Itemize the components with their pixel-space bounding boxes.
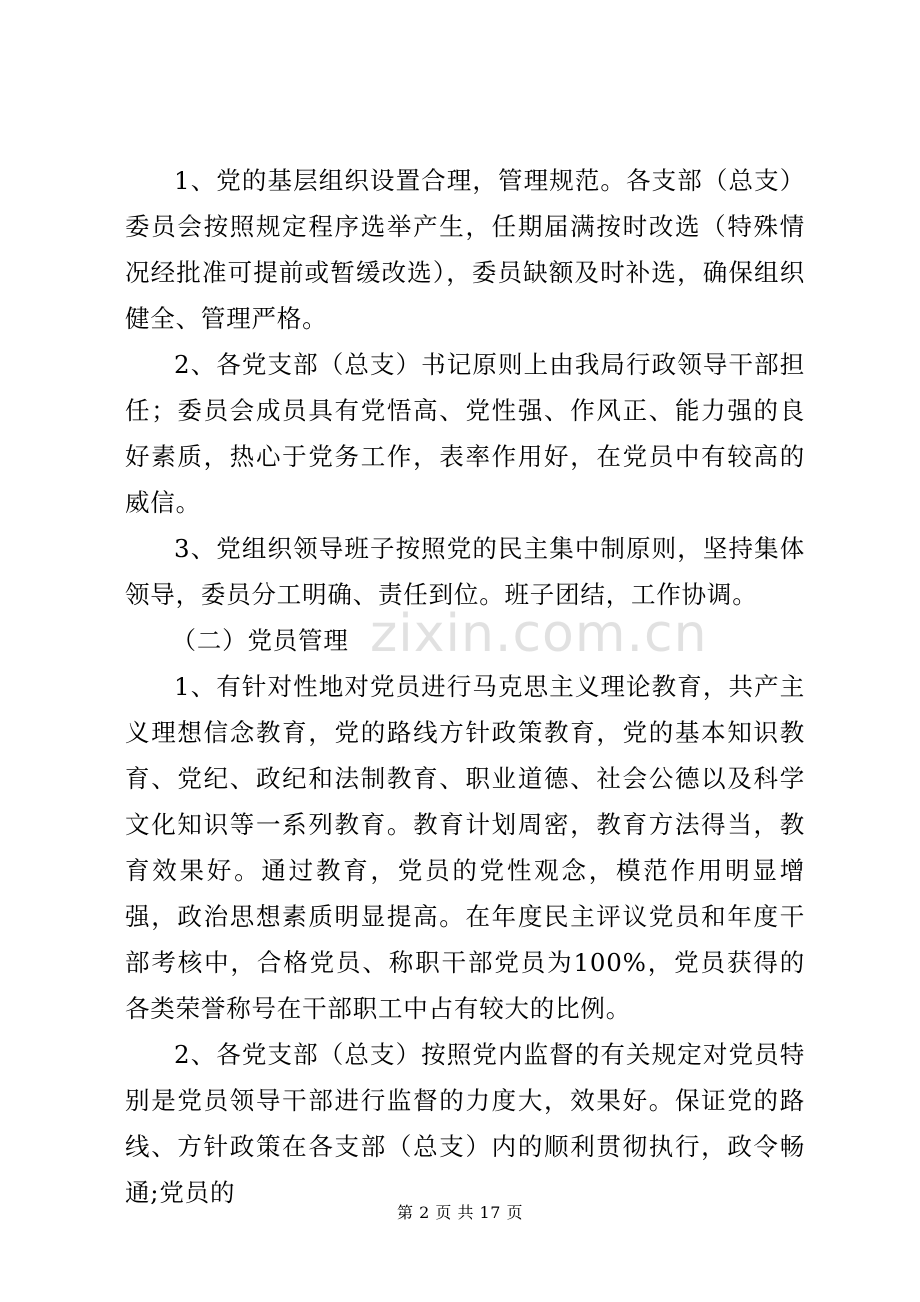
section-heading: （二）党员管理 <box>171 626 349 655</box>
document-body <box>125 158 805 1216</box>
paragraph-5: 2、各党支部（总支）按照党内监督的有关规定对党员特别是党员领导干部进行监督的力度大，效果好。保证党的路线、方针政策在各支部（总支）内的顺利贯彻执行，政令畅通;党员的 <box>125 1040 805 1207</box>
watermark: zixin.com.cn <box>370 604 708 664</box>
page-footer: 第 2 页 共 17 页 <box>397 1203 523 1222</box>
paragraph-1: 1、党的基层组织设置合理，管理规范。各支部（总支）委员会按照规定程序选举产生，任期届满按时改选（特殊情况经批准可提前或暂缓改选），委员缺额及时补选，确保组织健全、管理严格。 <box>125 166 805 333</box>
paragraph-2: 2、各党支部（总支）书记原则上由我局行政领导干部担任；委员会成员具有党悟高、党性强、作风正、能力强的良好素质，热心于党务工作，表率作用好，在党员中有较高的威信。 <box>125 350 805 517</box>
paragraph-4: 1、有针对性地对党员进行马克思主义理论教育，共产主义理想信念教育，党的路线方针政策教育，党的基本知识教育、党纪、政纪和法制教育、职业道德、社会公德以及科学文化知识等一系列教育。教育计划周密，教育方法得当，教育效果好。通过教育，党员的党性观念，模范作用明显增强，政治思想素质明显提高。在年度民主评议党员和年度干部考核中，合格党员、称职干部党员为100%，党员获得的各类荣誉称号在干部职工中占有较大的比例。 <box>125 672 805 1023</box>
paragraph-3: 3、党组织领导班子按照党的民主集中制原则，坚持集体领导，委员分工明确、责任到位。班子团结，工作协调。 <box>125 534 805 609</box>
